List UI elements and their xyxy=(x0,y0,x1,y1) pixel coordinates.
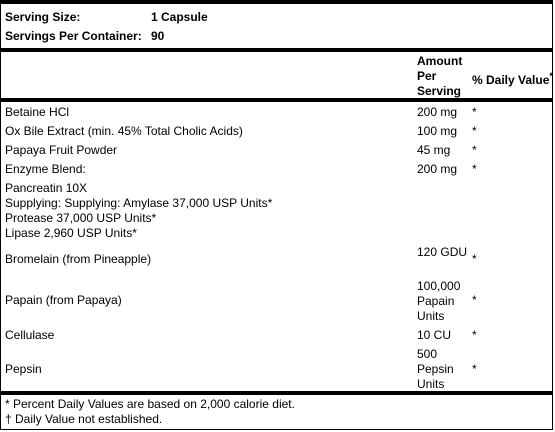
pancreatin-line2: Supplying: Supplying: Amylase 37,000 USP Units* xyxy=(5,196,273,210)
papain-amount-line1: 100,000 xyxy=(417,279,461,293)
cellulase-dv: * xyxy=(472,328,477,342)
header-divider xyxy=(0,48,553,52)
pancreatin-line4: Lipase 2,960 USP Units* xyxy=(5,226,137,240)
pancreatin-line3: Protease 37,000 USP Units* xyxy=(5,211,157,225)
footnote-daily-value: * Percent Daily Values are based on 2,000 calorie diet. xyxy=(5,397,295,411)
serving-size-value: 1 Capsule xyxy=(151,10,208,24)
row-dv: * xyxy=(472,162,477,176)
pepsin-amount-line1: 500 xyxy=(417,347,438,361)
pepsin-dv: * xyxy=(472,362,477,376)
papain-amount-line2: Papain xyxy=(417,294,455,308)
bromelain-name: Bromelain (from Pineapple) xyxy=(5,252,152,266)
amount-header-line1: Amount xyxy=(417,54,463,68)
daily-value-header: % Daily Value* xyxy=(472,71,553,87)
amount-header-line3: Serving xyxy=(417,84,462,98)
row-dv: * xyxy=(472,124,477,138)
footnote-not-established: † Daily Value not established. xyxy=(5,412,163,426)
row-name: Betaine HCl xyxy=(5,105,70,119)
amount-header-line2: Per xyxy=(417,69,437,83)
bromelain-amount: 120 GDU xyxy=(417,245,468,259)
row-dv: * xyxy=(472,143,477,157)
cellulase-amount: 10 CU xyxy=(417,328,452,342)
row-name: Enzyme Blend: xyxy=(5,162,86,176)
row-amount: 45 mg xyxy=(417,143,451,157)
footnote-divider xyxy=(0,391,553,395)
column-header-divider xyxy=(0,98,553,102)
pepsin-amount-line2: Pepsin xyxy=(417,362,454,376)
papain-name: Papain (from Papaya) xyxy=(5,293,122,307)
papain-amount-line3: Units xyxy=(417,309,445,323)
cellulase-name: Cellulase xyxy=(5,328,55,342)
row-name: Ox Bile Extract (min. 45% Total Cholic Acids) xyxy=(5,124,243,138)
row-name: Papaya Fruit Powder xyxy=(5,143,118,157)
serving-size-label: Serving Size: xyxy=(5,10,81,24)
papain-dv: * xyxy=(472,293,477,307)
pepsin-name: Pepsin xyxy=(5,362,42,376)
row-dv: * xyxy=(472,105,477,119)
row-amount: 200 mg xyxy=(417,105,458,119)
servings-per-container-label: Servings Per Container: xyxy=(5,29,142,43)
row-amount: 200 mg xyxy=(417,162,458,176)
servings-per-container-value: 90 xyxy=(151,29,165,43)
pepsin-amount-line3: Units xyxy=(417,377,445,391)
row-amount: 100 mg xyxy=(417,124,458,138)
bromelain-dv: * xyxy=(472,252,477,266)
pancreatin-line1: Pancreatin 10X xyxy=(5,181,88,195)
